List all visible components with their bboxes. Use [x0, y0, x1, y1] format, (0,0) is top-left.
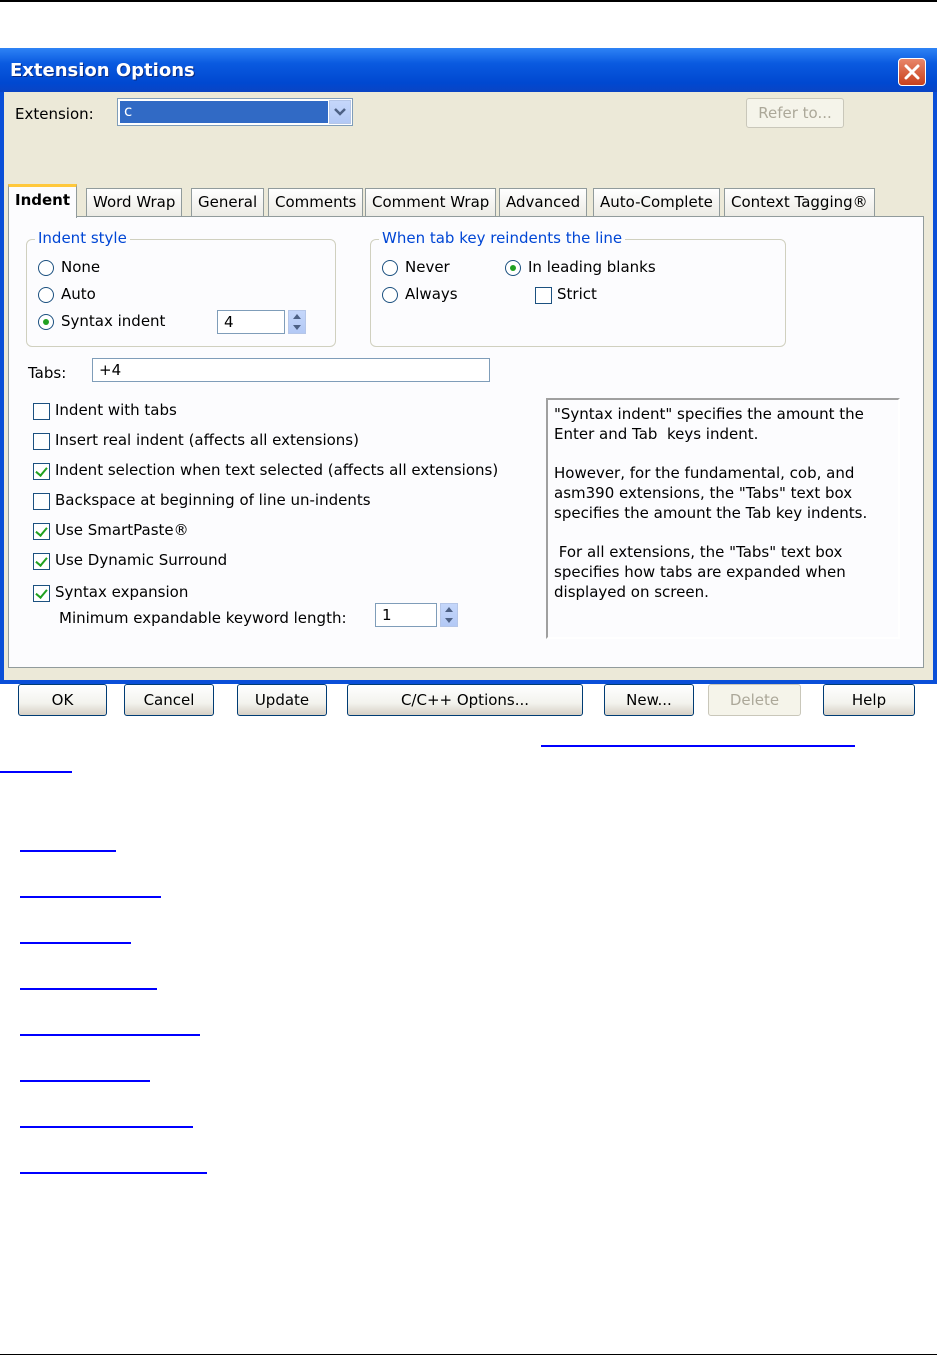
close-button[interactable] [898, 58, 926, 86]
list-link-3[interactable] [20, 942, 131, 944]
list-link-7[interactable] [20, 1126, 193, 1128]
extension-options-dialog [0, 48, 937, 709]
tab-comments[interactable]: Comments [268, 188, 363, 216]
list-link-6[interactable] [20, 1080, 150, 1082]
extension-label: Extension: [15, 105, 94, 123]
delete-button[interactable]: Delete [708, 684, 801, 716]
strict-checkbox[interactable] [535, 287, 552, 304]
list-link-2[interactable] [20, 896, 161, 898]
radio-syntax-indent[interactable] [38, 314, 54, 330]
syntax-expansion-label: Syntax expansion [55, 583, 189, 601]
dynamic-surround-label: Use Dynamic Surround [55, 551, 228, 569]
tab-word-wrap[interactable]: Word Wrap [86, 188, 182, 216]
insert-real-indent-label: Insert real indent (affects all extensions) [55, 431, 359, 449]
min-keyword-field[interactable]: 1 [375, 603, 437, 627]
tabs-label: Tabs: [28, 364, 67, 382]
refer-to-button[interactable]: Refer to... [746, 98, 844, 128]
list-link-1[interactable] [20, 850, 116, 852]
chevron-down-icon [330, 101, 350, 123]
strict-label: Strict [557, 285, 597, 303]
smartpaste-label: Use SmartPaste® [55, 521, 189, 539]
page-top-rule [0, 0, 937, 2]
syntax-indent-spinner[interactable] [288, 310, 306, 334]
help-text-box [546, 398, 900, 639]
indent-selection-checkbox[interactable] [33, 463, 50, 480]
indent-with-tabs-checkbox[interactable] [33, 403, 50, 420]
tab-auto-complete[interactable]: Auto-Complete [593, 188, 720, 216]
tab-key-group [370, 229, 786, 347]
title-bar[interactable] [0, 48, 937, 92]
dialog-title: Extension Options [10, 60, 195, 81]
inline-link[interactable] [541, 745, 855, 747]
help-paragraph-2: However, for the fundamental, cob, and asm390 extensions, the "Tabs" text box specifies the amount the Tab key indents. [554, 464, 868, 522]
extension-dropdown[interactable] [117, 98, 353, 126]
smartpaste-checkbox[interactable] [33, 523, 50, 540]
indent-selection-label: Indent selection when text selected (affects all extensions) [55, 461, 499, 479]
close-icon [899, 59, 925, 85]
radio-always-label: Always [405, 285, 458, 303]
indent-style-title: Indent style [35, 229, 130, 247]
extension-value: c [120, 101, 328, 123]
tab-advanced[interactable]: Advanced [499, 188, 587, 216]
indent-tab-panel [8, 216, 924, 668]
tab-indent[interactable]: Indent [8, 184, 77, 218]
help-button[interactable]: Help [823, 684, 915, 716]
radio-auto[interactable] [38, 287, 54, 303]
radio-always[interactable] [382, 287, 398, 303]
tab-context-tagging[interactable]: Context Tagging® [724, 188, 875, 216]
radio-none[interactable] [38, 260, 54, 276]
dialog-client-area [4, 92, 933, 709]
help-paragraph-3: For all extensions, the "Tabs" text box specifies how tabs are expanded when displayed on screen. [554, 543, 851, 601]
ok-button[interactable]: OK [18, 684, 107, 716]
cancel-button[interactable]: Cancel [124, 684, 214, 716]
tab-key-title: When tab key reindents the line [379, 229, 625, 247]
syntax-indent-field[interactable]: 4 [217, 310, 285, 334]
new-button[interactable]: New... [604, 684, 694, 716]
inline-link-continued[interactable] [0, 771, 72, 773]
help-paragraph-1: "Syntax indent" specifies the amount the Enter and Tab keys indent. [554, 405, 869, 443]
radio-none-label: None [61, 258, 101, 276]
radio-in-leading-blanks[interactable] [505, 260, 521, 276]
radio-in-leading-blanks-label: In leading blanks [528, 258, 656, 276]
radio-auto-label: Auto [61, 285, 96, 303]
cpp-options-button[interactable]: C/C++ Options... [347, 684, 583, 716]
syntax-expansion-checkbox[interactable] [33, 585, 50, 602]
min-keyword-label: Minimum expandable keyword length: [59, 609, 347, 627]
dropdown-arrow-button[interactable] [329, 100, 351, 124]
update-button[interactable]: Update [237, 684, 327, 716]
tab-comment-wrap[interactable]: Comment Wrap [365, 188, 496, 216]
insert-real-indent-checkbox[interactable] [33, 433, 50, 450]
list-link-5[interactable] [20, 1034, 200, 1036]
indent-style-group [26, 229, 336, 347]
radio-syntax-indent-label: Syntax indent [61, 312, 166, 330]
radio-never-label: Never [405, 258, 450, 276]
min-keyword-spinner[interactable] [440, 603, 458, 627]
dynamic-surround-checkbox[interactable] [33, 553, 50, 570]
radio-never[interactable] [382, 260, 398, 276]
tab-general[interactable]: General [191, 188, 264, 216]
backspace-unindent-checkbox[interactable] [33, 493, 50, 510]
indent-with-tabs-label: Indent with tabs [55, 401, 177, 419]
list-link-8[interactable] [20, 1172, 207, 1174]
backspace-unindent-label: Backspace at beginning of line un-indents [55, 491, 371, 509]
list-link-4[interactable] [20, 988, 157, 990]
tabs-field[interactable]: +4 [92, 358, 490, 382]
page-bottom-rule [0, 1354, 937, 1355]
